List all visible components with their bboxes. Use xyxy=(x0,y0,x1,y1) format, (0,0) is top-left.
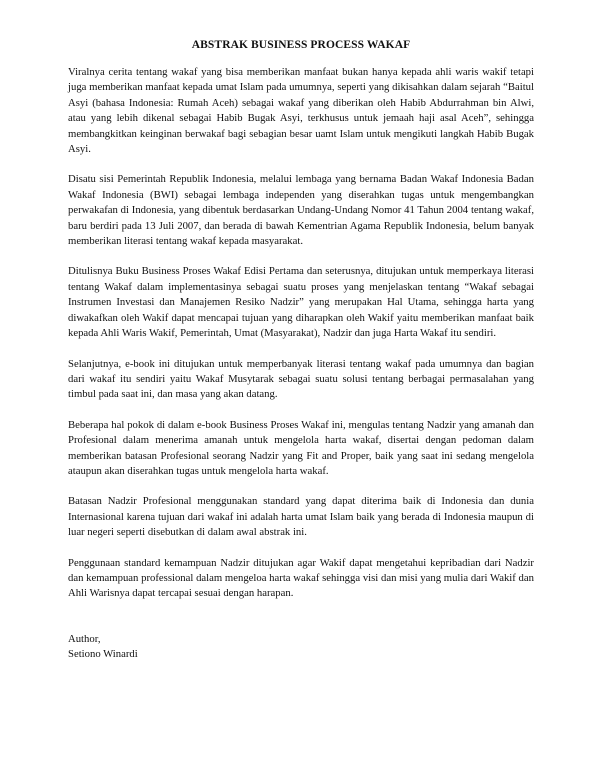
author-name: Setiono Winardi xyxy=(68,648,138,661)
paragraph-ebook-literacy: Selanjutnya, e-book ini ditujukan untuk memperbanyak literasi tentang wakaf pada umumnya dan bagian dari wakaf itu sendiri yaitu Wakaf Musytarak sebagai suatu solusi tentang berbagai permasalahan yang timbul pada saat ini, dan masa yang akan datang. xyxy=(68,357,534,401)
paragraph-nadzir-standard: Batasan Nadzir Profesional menggunakan standard yang dapat diterima baik di Indonesia dan dunia Internasional karena tujuan dari wakaf ini adalah harta umat Islam baik yang berada di Indonesia maupun di luar negeri seperti disebutkan di dalam awal abstrak ini. xyxy=(68,495,534,539)
paragraph-book-purpose: Ditulisnya Buku Business Proses Wakaf Edisi Pertama dan seterusnya, ditujukan untuk memperkaya literasi tentang Wakaf dalam implementasinya sebagai suatu proses yang menjelaskan tentang “Wakaf sebagai Instrumen Investasi dan Manajemen Resiko Nadzir” yang merupakan Hal Utama, sehingga harta yang diwakafkan oleh Wakif dapat mencapai tujuan yang diharapkan oleh Wakif yaitu memberikan manfaat baik kepada Ahli Waris Wakif, Pemerintah, Umat (Masyarakat), Nadzir dan juga Harta Wakaf itu sendiri. xyxy=(68,265,534,340)
signature-label: Author, xyxy=(68,632,101,645)
paragraph-government-bwi: Disatu sisi Pemerintah Republik Indonesia, melalui lembaga yang bernama Badan Wakaf Indonesia Badan Wakaf Indonesia (BWI) sebagai lembaga independen yang diserahkan tugas untuk mengembangkan perwakafan di Indonesia, yang dibentuk berdasarkan Undang-Undang Nomor 41 Tahun 2004 tentang wakaf, baru berdiri pada 13 Juli 2007, dan berada di bawah Kementrian Agama Republik Indonesia, belum banyak memberikan literasi tentang wakaf kepada masyarakat. xyxy=(68,173,534,248)
paragraph-viral-story: Viralnya cerita tentang wakaf yang bisa memberikan manfaat bukan hanya kepada ahli waris wakif tetapi juga memberikan manfaat kepada umat Islam pada umumnya, seperti yang dikisahkan dalam sejarah “Baitul Asyi (bahasa Indonesia: Rumah Aceh) sebagai wakaf yang diberikan oleh Habib Abdurrahman bin Alwi, atau yang lebih dikenal sebagai Habib Bugak Asyi, terkhusus untuk jemaah haji asal Aceh”, sehingga membangkitkan keinginan berwakaf bagi sebagian besar uamt Islam untuk mengikuti langkah Habib Bugak Asyi. xyxy=(68,66,534,156)
document-page xyxy=(68,38,534,663)
paragraph-key-points: Beberapa hal pokok di dalam e-book Business Proses Wakaf ini, mengulas tentang Nadzir yang amanah dan Profesional dalam menerima amanah untuk mengelola harta wakaf, disertai dengan pedoman dalam memberikan batasan Profesional seorang Nadzir yang Fit and Proper, baik yang saat ini sedang mengelola ataupun akan diserahkan tugas untuk mengelola harta wakaf. xyxy=(68,418,534,477)
document-title: ABSTRAK BUSINESS PROCESS WAKAF xyxy=(191,39,411,51)
signature-block xyxy=(68,632,534,663)
paragraph-standard-usage: Penggunaan standard kemampuan Nadzir ditujukan agar Wakif dapat mengetahui kepribadian dari Nadzir dan kemampuan professional dalam mengeloa harta wakaf sehingga visi dan misi yang mulia dari Wakif dan Ahli Warisnya dapat tercapai sesuai dengan harapan. xyxy=(68,556,534,600)
